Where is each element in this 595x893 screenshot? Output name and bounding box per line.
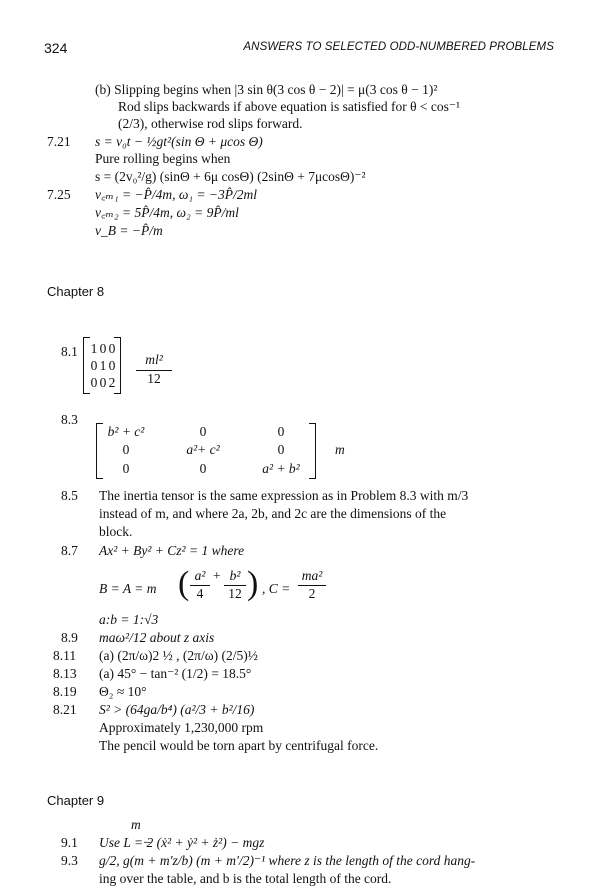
- matrix-cell: 0: [99, 341, 107, 356]
- answer-8-21-line3: The pencil would be torn apart by centrifugal force.: [99, 738, 379, 753]
- fraction-denominator: 12: [147, 371, 161, 386]
- answer-8-9: maω²/12 about z axis: [99, 630, 215, 645]
- matrix-cell: 0: [99, 375, 107, 390]
- matrix-cell: a² + b²: [262, 461, 300, 476]
- equation-lhs: B = A = m: [99, 581, 157, 596]
- problem-number-8-21: 8.21: [53, 702, 77, 717]
- answer-7-25-line1: v꜀ₘ₁ = −P̂/4m, ω₁ = −3P̂/2ml: [95, 187, 258, 202]
- matrix-cell: 0: [90, 375, 98, 390]
- answer-7-b-line3: (2/3), otherwise rod slips forward.: [118, 116, 303, 131]
- answer-7-21-line2: Pure rolling begins when: [95, 151, 231, 166]
- problem-number-8-7: 8.7: [61, 543, 78, 558]
- problem-number-8-1: 8.1: [61, 344, 78, 359]
- right-paren: ): [247, 565, 259, 602]
- answer-8-19: Θ₂ ≈ 10°: [99, 684, 147, 699]
- answer-9-3-line2: ing over the table, and b is the total length of the cord.: [99, 871, 392, 886]
- problem-number-8-19: 8.19: [53, 684, 77, 699]
- matrix-cell: 0: [122, 442, 130, 457]
- matrix-factor: m: [335, 442, 345, 457]
- fraction-numerator: a²: [194, 568, 206, 583]
- page-header: [44, 40, 554, 58]
- chapter-9-heading: Chapter 9: [47, 793, 105, 808]
- answer-7-25-line2: v꜀ₘ₂ = 5P̂/4m, ω₂ = 9P̂/ml: [95, 205, 239, 220]
- matrix-cell: 2: [108, 375, 116, 390]
- answer-8-21-line2: Approximately 1,230,000 rpm: [99, 720, 264, 735]
- matrix-cell: b² + c²: [107, 424, 145, 439]
- answer-8-11: (a) (2π/ω)2 ½ , (2π/ω) (2/5)½: [99, 648, 258, 663]
- matrix-8-1: [83, 337, 125, 395]
- problem-number-8-13: 8.13: [53, 666, 77, 681]
- matrix-8-3: [96, 423, 321, 479]
- matrix-cell: 0: [277, 424, 285, 439]
- answer-8-5-line3: block.: [99, 524, 133, 539]
- fraction-numerator: b²: [229, 568, 241, 583]
- answer-7-b-line2: Rod slips backwards if above equation is satisfied for θ < cos⁻¹: [118, 99, 461, 114]
- matrix-cell: 0: [199, 424, 207, 439]
- answer-9-3-line1: g/2, g(m + m′z/b) (m + m′/2)⁻¹ where z is the length of the cord hang-: [99, 853, 476, 868]
- problem-number-7-21: 7.21: [47, 134, 71, 149]
- fraction-denominator: 4: [196, 586, 204, 601]
- problem-number-7-25: 7.25: [47, 187, 71, 202]
- problem-number-8-3: 8.3: [61, 412, 78, 427]
- matrix-cell: 1: [90, 341, 98, 356]
- ratio-line: a:b = 1:√3: [99, 612, 159, 627]
- matrix-cell: 0: [277, 442, 285, 457]
- problem-number-8-9: 8.9: [61, 630, 78, 645]
- chapter-8-heading: Chapter 8: [47, 284, 105, 299]
- matrix-cell: 0: [90, 358, 98, 373]
- fraction-denominator: 12: [228, 586, 242, 601]
- problem-number-8-11: 8.11: [53, 648, 77, 663]
- left-paren: (: [178, 565, 190, 602]
- matrix-cell: a²+ c²: [186, 442, 220, 457]
- plus-sign: +: [213, 568, 221, 583]
- page-number: 324: [44, 40, 68, 56]
- answer-9-1: Use L = ̶2 (ẋ² + ẏ² + ż²) − mgz: [99, 835, 265, 850]
- answer-8-5-line1: The inertia tensor is the same expression as in Problem 8.3 with m/3: [99, 488, 469, 503]
- fraction-numerator: ml²: [145, 352, 163, 367]
- problem-number-8-5: 8.5: [61, 488, 78, 503]
- answer-7-21-line3: s = (2v₀²/g) (sinΘ + 6μ cosΘ) (2sinΘ + 7μcosΘ)⁻²: [95, 169, 366, 184]
- matrix-cell: 0: [108, 341, 116, 356]
- matrix-bracket-right: [309, 423, 316, 479]
- running-title: ANSWERS TO SELECTED ODD-NUMBERED PROBLEMS: [243, 41, 554, 53]
- fraction-numerator: m: [131, 817, 141, 832]
- matrix-cell: 0: [108, 358, 116, 373]
- answer-7-21-line1: s = v₀t − ½gt²(sin Θ + μcos Θ): [95, 134, 263, 149]
- answer-8-21-line1: S² > (64ga/b⁴) (a²/3 + b²/16): [99, 702, 255, 717]
- equation-c-lhs: , C =: [262, 581, 291, 596]
- problem-number-9-1: 9.1: [61, 835, 78, 850]
- answer-8-7-line1: Ax² + By² + Cz² = 1 where: [99, 543, 245, 558]
- answer-8-5-line2: instead of m, and where 2a, 2b, and 2c are the dimensions of the: [99, 506, 447, 521]
- fraction-denominator: 2: [308, 586, 316, 601]
- matrix-cell: 0: [199, 461, 207, 476]
- answer-7-25-line3: v_B = −P̂/m: [95, 223, 163, 238]
- answer-7-b-line1: (b) Slipping begins when |3 sin θ(3 cos θ − 2)| = μ(3 cos θ − 1)²: [95, 82, 438, 97]
- fraction-numerator: ma²: [301, 568, 323, 583]
- matrix-cell: 0: [122, 461, 130, 476]
- answer-8-13: (a) 45° − tan⁻² (1/2) = 18.5°: [99, 666, 252, 681]
- problem-number-9-3: 9.3: [61, 853, 78, 868]
- matrix-cell: 1: [99, 358, 107, 373]
